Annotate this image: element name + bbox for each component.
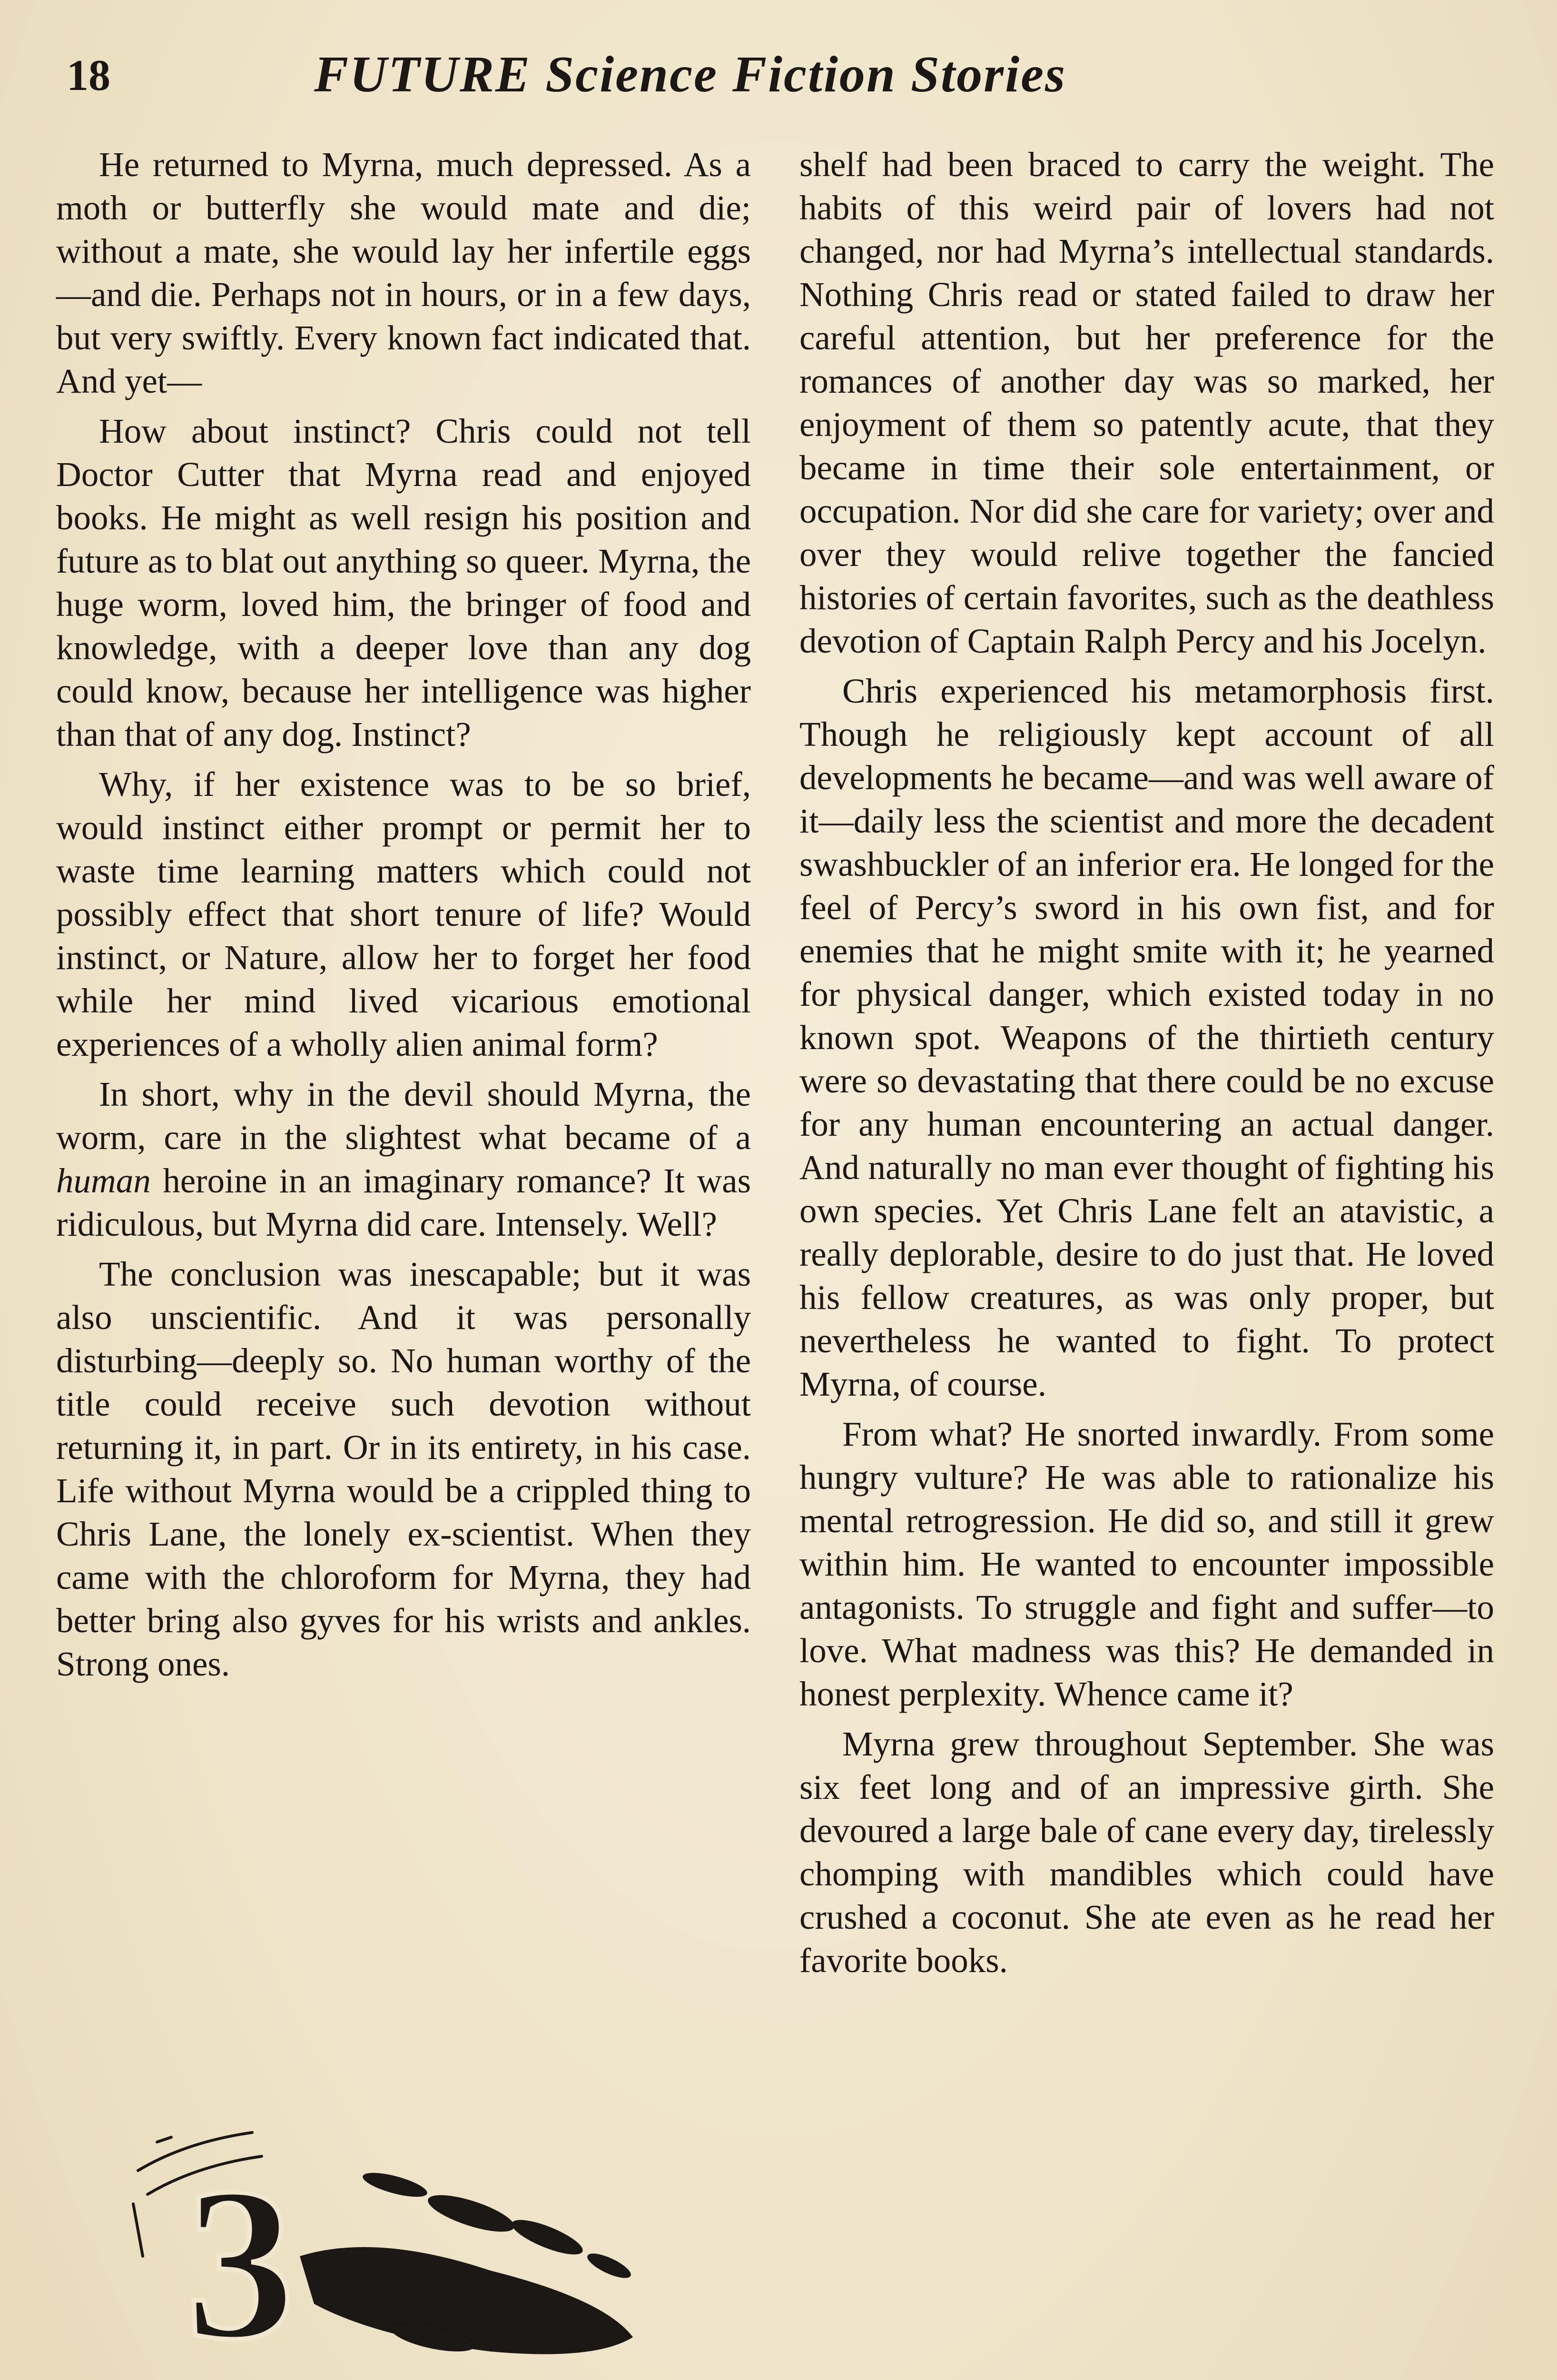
magazine-title: FUTURE Science Fiction Stories: [314, 46, 1067, 103]
paragraph: How about instinct? Chris could not tell Doctor Cutter that Myrna read and enjoyed books. He might as well resign his position and future as to blat out anything so queer. Myrna, the huge worm, loved him, the bringer of food and knowledge, with a deeper love than any dog could know, because her intelligence was higher than that of any dog. Instinct?: [56, 412, 751, 754]
paragraph: From what? He snorted inwardly. From some hungry vulture? He was able to rationalize his mental retrogression. He did so, and still it grew within him. He wanted to encounter impossible antagonists. To struggle and fight and suffer—to love. What madness was this? He demanded in honest perplexity. Whence came it?: [799, 1415, 1494, 1713]
paragraph: Myrna grew throughout September. She was six feet long and of an impressive girth. She devoured a large bale of cane every day, tirelessly chomping with mandibles which could have crushed a coconut. She ate even as he read her favorite books.: [799, 1725, 1494, 1980]
paragraph: The conclusion was inescapable; but it was also unscientific. And it was personally disturbing—deeply so. No human worthy of the title could receive such devotion without returning it, in part. Or in its entirety, in his case. Life without Myrna would be a crippled thing to Chris Lane, the lonely ex-scientist. When they came with the chloroform for Myrna, they had better bring also gyves for his wrists and ankles. Strong ones.: [56, 1255, 751, 1683]
paragraph-text: In short, why in the devil should Myrna, the worm, care in the slightest what became of a: [56, 1075, 751, 1157]
section-number: 3: [186, 2142, 295, 2380]
paragraph: He returned to Myrna, much depressed. As a moth or butterfly she would mate and die; without a mate, she would lay her infertile eggs—and die. Perhaps not in hours, or in a few days, but very swiftly. Every known fact indicated that. And yet—: [56, 145, 751, 400]
emphasized-word: human: [56, 1161, 151, 1200]
paragraph-text: heroine in an imaginary romance? It was ridiculous, but Myrna did care. Intensely. Well?: [56, 1161, 751, 1243]
right-column: [799, 143, 1494, 1989]
page-header: [57, 45, 1504, 112]
paragraph: shelf had been braced to carry the weight. The habits of this weird pair of lovers had not changed, nor had Myrna’s intellectual standards. Nothing Chris read or stated failed to draw her careful attention, but her preference for the romances of another day was so marked, her enjoyment of them so patently acute, that they became in time their sole entertainment, or occupation. Nor did she care for variety; over and over they would relive together the fancied histories of certain favorites, such as the deathless devotion of Captain Ralph Percy and his Jocelyn.: [799, 145, 1494, 660]
paragraph: Chris experienced his metamorphosis first. Though he religiously kept account of all developments he became—and was well aware of it—daily less the scientist and more the decadent swashbuckler of an inferior era. He longed for the feel of Percy’s sword in his own fist, and for enemies that he might smite with it; he yearned for physical danger, which existed today in no known spot. Weapons of the thirtieth century were so devastating that there could be no excuse for any human encountering an actual danger. And naturally no man ever thought of fighting his own species. Yet Chris Lane felt an atavistic, a really deplorable, desire to do just that. He loved his fellow creatures, as was only proper, but nevertheless he wanted to fight. To protect Myrna, of course.: [799, 672, 1494, 1403]
paragraph: Why, if her existence was to be so brief, would instinct either prompt or permit her to waste time learning matters which could not possibly effect that short tenure of life? Would instinct, or Nature, allow her to forget her food while her mind lived vicarious emotional experiences of a wholly alien animal form?: [56, 765, 751, 1063]
page-number: 18: [67, 51, 110, 99]
left-column: [56, 143, 751, 1692]
paragraph: [56, 1072, 751, 1246]
rocket-illustration: [128, 2113, 652, 2380]
section-number-illustration: [128, 2113, 652, 2380]
